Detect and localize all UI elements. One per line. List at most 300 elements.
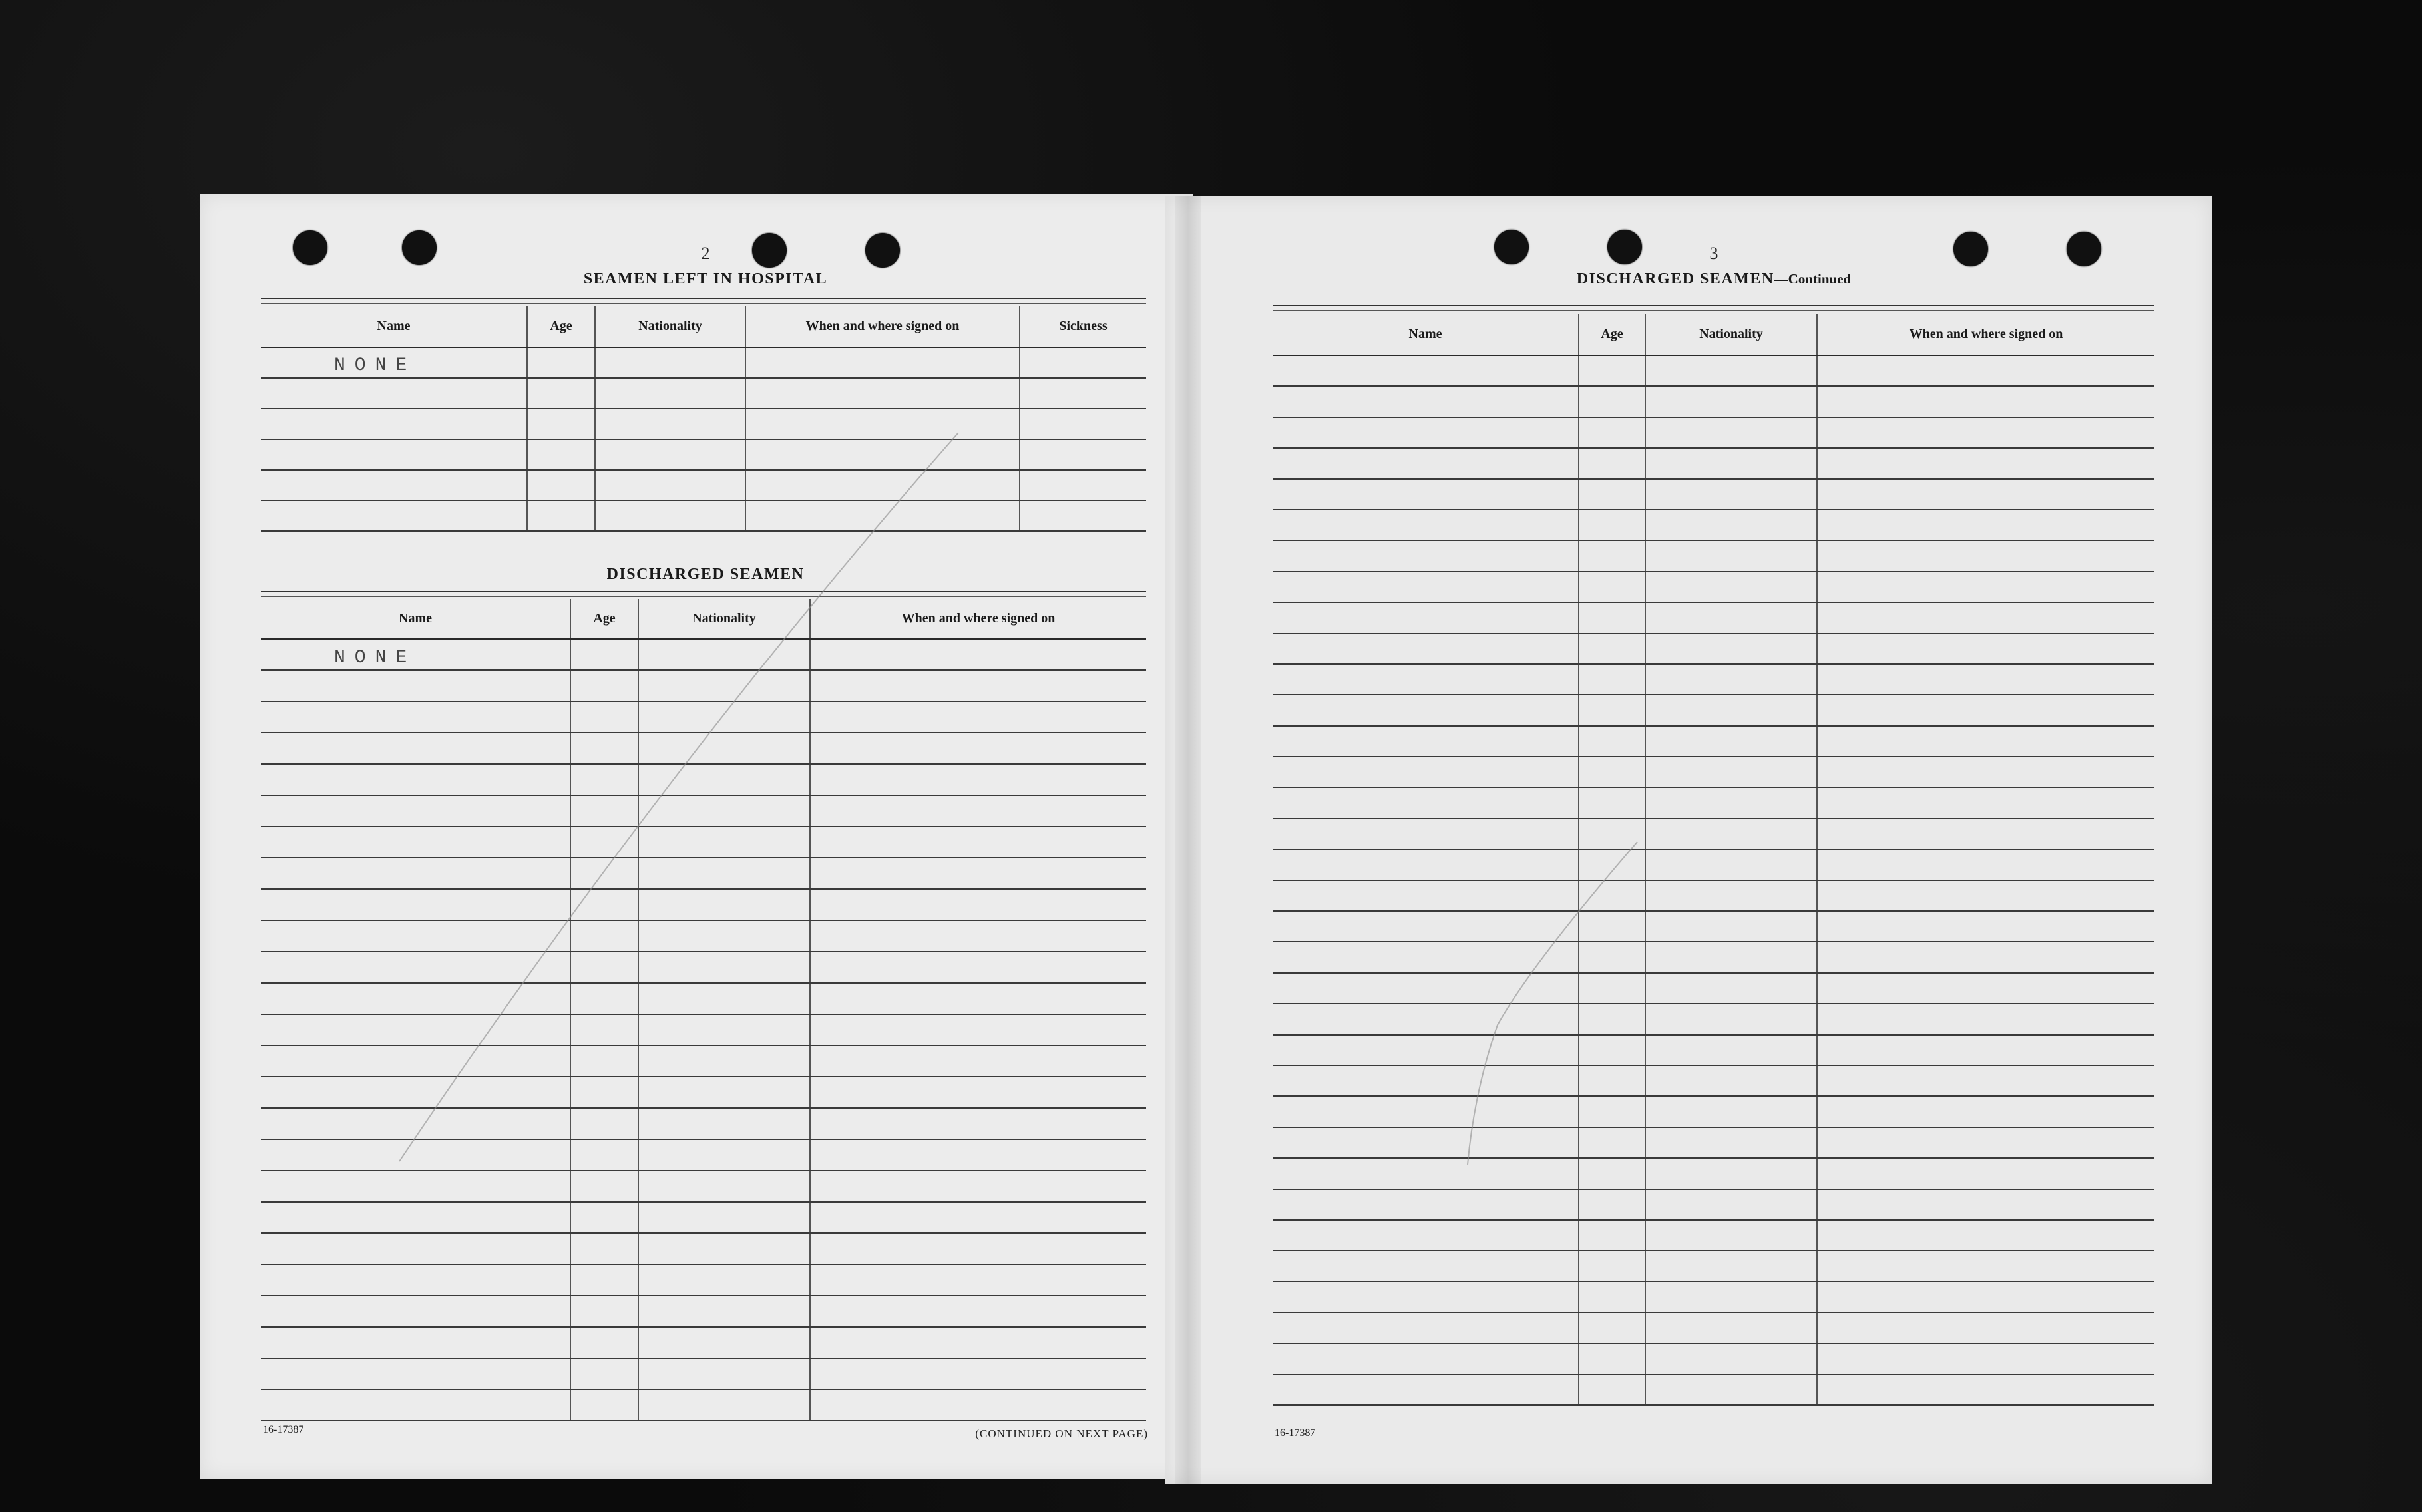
table-cell xyxy=(1645,386,1817,417)
table-cell xyxy=(1273,540,1579,571)
table-cell xyxy=(638,1077,810,1108)
punch-hole-icon xyxy=(1953,232,1988,266)
table-row xyxy=(261,889,1146,920)
table-cell xyxy=(810,733,1146,764)
title-main: DISCHARGED SEAMEN xyxy=(1576,270,1774,287)
table-cell xyxy=(1817,911,2154,942)
table-cell xyxy=(1817,1127,2154,1158)
table-cell xyxy=(1817,726,2154,757)
table-cell xyxy=(638,733,810,764)
table-cell xyxy=(638,858,810,889)
table-cell xyxy=(1817,1282,2154,1312)
table-row xyxy=(1273,880,2154,911)
table-cell xyxy=(638,701,810,733)
table-cell xyxy=(638,639,810,670)
table-cell xyxy=(1817,1344,2154,1374)
table-cell xyxy=(570,1327,638,1358)
table-cell xyxy=(745,470,1020,500)
table-cell xyxy=(1579,1096,1645,1127)
table-cell xyxy=(261,795,570,827)
table-cell xyxy=(1645,1312,1817,1343)
table-cell xyxy=(1273,1035,1579,1065)
table-cell xyxy=(1645,787,1817,818)
table-cell xyxy=(1273,695,1579,725)
table-cell xyxy=(261,1139,570,1171)
table-cell xyxy=(1645,1096,1817,1127)
table-cell xyxy=(595,439,745,470)
table-cell xyxy=(570,1390,638,1421)
table-cell xyxy=(261,1108,570,1139)
table-row xyxy=(1273,1220,2154,1250)
table-cell xyxy=(261,639,570,670)
table-cell xyxy=(1273,479,1579,510)
table-cell xyxy=(810,827,1146,858)
table-cell xyxy=(1020,378,1146,409)
table-cell xyxy=(261,1327,570,1358)
punch-hole-icon xyxy=(293,230,327,265)
table-cell xyxy=(1273,602,1579,633)
table-row xyxy=(261,1077,1146,1108)
table-cell xyxy=(570,764,638,795)
table-cell xyxy=(570,1233,638,1264)
table-cell xyxy=(1817,602,2154,633)
table-row xyxy=(1273,1189,2154,1220)
table-cell xyxy=(1579,1312,1645,1343)
table-cell xyxy=(1817,1096,2154,1127)
table-cell xyxy=(527,378,595,409)
table-cell xyxy=(261,1202,570,1233)
table-cell xyxy=(1645,1220,1817,1250)
table-row xyxy=(1273,757,2154,787)
punch-hole-icon xyxy=(402,230,437,265)
table-cell xyxy=(1645,1127,1817,1158)
punch-hole-icon xyxy=(1494,230,1529,264)
table-cell xyxy=(570,639,638,670)
footer-note: (CONTINUED ON NEXT PAGE) xyxy=(975,1427,1148,1440)
table-cell xyxy=(638,827,810,858)
table-cell xyxy=(261,1014,570,1045)
table-row xyxy=(1273,726,2154,757)
table-cell xyxy=(810,1045,1146,1077)
table-cell xyxy=(638,1327,810,1358)
title-rule xyxy=(1273,310,2154,311)
table-cell xyxy=(1645,1035,1817,1065)
table-cell xyxy=(745,347,1020,378)
column-header-nationality: Nationality xyxy=(595,306,745,347)
table-cell xyxy=(1645,602,1817,633)
table-cell xyxy=(1817,540,2154,571)
table-cell xyxy=(1579,787,1645,818)
table-cell xyxy=(261,1264,570,1296)
column-header-sickness: Sickness xyxy=(1020,306,1146,347)
table-row xyxy=(261,795,1146,827)
table-cell xyxy=(1645,479,1817,510)
table-cell xyxy=(261,1045,570,1077)
table-row xyxy=(261,1233,1146,1264)
table-cell xyxy=(638,1264,810,1296)
table-cell xyxy=(1645,757,1817,787)
table-cell xyxy=(1817,757,2154,787)
table-cell xyxy=(570,1296,638,1327)
table-cell xyxy=(1273,1250,1579,1281)
table-row xyxy=(1273,417,2154,448)
table-cell xyxy=(1817,664,2154,695)
table-cell xyxy=(1273,1189,1579,1220)
table-cell xyxy=(1579,1004,1645,1034)
table-row xyxy=(261,1390,1146,1421)
table-row xyxy=(1273,1282,2154,1312)
table-row xyxy=(261,1202,1146,1233)
table-cell xyxy=(638,1233,810,1264)
table-cell xyxy=(527,409,595,439)
table-cell xyxy=(1579,819,1645,849)
table-row xyxy=(261,1045,1146,1077)
punch-hole-icon xyxy=(1607,230,1642,264)
table-cell xyxy=(1645,417,1817,448)
table-cell xyxy=(1645,510,1817,540)
table-cell xyxy=(810,1077,1146,1108)
table-cell xyxy=(261,1233,570,1264)
table-cell xyxy=(1645,1065,1817,1096)
table-cell xyxy=(638,1045,810,1077)
table-cell xyxy=(570,858,638,889)
table-cell xyxy=(1645,880,1817,911)
table-cell xyxy=(1273,942,1579,972)
table-cell xyxy=(810,858,1146,889)
table-row xyxy=(261,639,1146,670)
table-cell xyxy=(570,1264,638,1296)
table-cell xyxy=(527,470,595,500)
table-cell xyxy=(1817,880,2154,911)
table-cell xyxy=(638,1108,810,1139)
title-rule xyxy=(261,591,1146,592)
punch-hole-icon xyxy=(865,233,900,268)
table-cell xyxy=(1579,942,1645,972)
table-cell xyxy=(595,500,745,531)
table-cell xyxy=(1645,1189,1817,1220)
table-cell xyxy=(1817,1189,2154,1220)
table-cell xyxy=(1645,355,1817,386)
table-row xyxy=(261,1171,1146,1202)
table-cell xyxy=(638,889,810,920)
table-cell xyxy=(1645,1250,1817,1281)
table-cell xyxy=(570,889,638,920)
table-cell xyxy=(1579,726,1645,757)
table-cell xyxy=(1645,1004,1817,1034)
table-cell xyxy=(1817,448,2154,478)
continued-table xyxy=(1273,314,2154,1406)
table-cell xyxy=(570,1202,638,1233)
table-cell xyxy=(810,1358,1146,1390)
table-cell xyxy=(1273,1220,1579,1250)
table-cell xyxy=(1579,849,1645,880)
table-cell xyxy=(638,670,810,701)
table-cell xyxy=(570,670,638,701)
punch-hole-icon xyxy=(2067,232,2101,266)
table-row xyxy=(1273,479,2154,510)
column-header-nationality: Nationality xyxy=(638,599,810,639)
table-cell xyxy=(1817,417,2154,448)
table-cell xyxy=(1817,1374,2154,1405)
table-cell xyxy=(1579,1065,1645,1096)
table-cell xyxy=(1273,973,1579,1004)
table-cell xyxy=(745,378,1020,409)
table-cell xyxy=(1020,347,1146,378)
table-row xyxy=(1273,664,2154,695)
table-row xyxy=(1273,602,2154,633)
table-cell xyxy=(1579,1282,1645,1312)
table-cell xyxy=(1273,386,1579,417)
table-cell xyxy=(595,378,745,409)
table-cell xyxy=(638,1390,810,1421)
table-cell xyxy=(527,439,595,470)
typed-entry: NONE xyxy=(334,648,417,668)
column-header-name: Name xyxy=(1273,314,1579,355)
table-cell xyxy=(638,1171,810,1202)
table-cell xyxy=(261,733,570,764)
column-header-name: Name xyxy=(261,306,527,347)
table-cell xyxy=(595,347,745,378)
table-row xyxy=(261,1014,1146,1045)
table-cell xyxy=(1645,911,1817,942)
table-cell xyxy=(1273,572,1579,602)
table-cell xyxy=(1817,1035,2154,1065)
table-cell xyxy=(638,764,810,795)
table-row xyxy=(1273,1096,2154,1127)
table-row xyxy=(1273,942,2154,972)
column-header-signed-on: When and where signed on xyxy=(1817,314,2154,355)
table-row xyxy=(261,409,1146,439)
table-cell xyxy=(810,1233,1146,1264)
typed-entry: NONE xyxy=(334,355,417,376)
table-row xyxy=(261,1108,1146,1139)
table-cell xyxy=(261,952,570,983)
table-cell xyxy=(1645,726,1817,757)
table-row xyxy=(261,470,1146,500)
table-cell xyxy=(1817,942,2154,972)
table-cell xyxy=(1645,942,1817,972)
table-row xyxy=(1273,1127,2154,1158)
table-cell xyxy=(1273,355,1579,386)
table-cell xyxy=(1579,1127,1645,1158)
table-row xyxy=(1273,448,2154,478)
table-cell xyxy=(1579,572,1645,602)
table-cell xyxy=(570,1358,638,1390)
table-cell xyxy=(1579,1250,1645,1281)
table-cell xyxy=(745,500,1020,531)
table-row xyxy=(1273,634,2154,664)
table-cell xyxy=(1645,634,1817,664)
table-cell xyxy=(527,500,595,531)
table-cell xyxy=(1273,757,1579,787)
table-cell xyxy=(1579,695,1645,725)
title-rule xyxy=(261,303,1146,304)
table-cell xyxy=(261,1077,570,1108)
table-cell xyxy=(1817,973,2154,1004)
table-cell xyxy=(1273,911,1579,942)
table-cell xyxy=(1579,1374,1645,1405)
table-row xyxy=(1273,1250,2154,1281)
table-row xyxy=(261,733,1146,764)
table-cell xyxy=(810,1108,1146,1139)
column-header-age: Age xyxy=(1579,314,1645,355)
table-cell xyxy=(1645,1282,1817,1312)
table-cell xyxy=(1273,849,1579,880)
table-cell xyxy=(570,1139,638,1171)
table-row xyxy=(261,439,1146,470)
column-header-nationality: Nationality xyxy=(1645,314,1817,355)
column-header-signed-on: When and where signed on xyxy=(745,306,1020,347)
table-cell xyxy=(1273,417,1579,448)
table-cell xyxy=(570,827,638,858)
table-cell xyxy=(810,1327,1146,1358)
table-cell xyxy=(570,1077,638,1108)
table-cell xyxy=(810,1171,1146,1202)
table-row xyxy=(261,858,1146,889)
table-cell xyxy=(1273,1312,1579,1343)
table-row xyxy=(261,764,1146,795)
page-number: 3 xyxy=(1709,244,1718,263)
table-cell xyxy=(261,378,527,409)
table-cell xyxy=(810,1296,1146,1327)
table-cell xyxy=(638,1014,810,1045)
table-row xyxy=(261,827,1146,858)
table-row xyxy=(261,952,1146,983)
form-number: 16-17387 xyxy=(1275,1427,1316,1439)
table-cell xyxy=(1273,1344,1579,1374)
table-row xyxy=(1273,1004,2154,1034)
table-cell xyxy=(1273,664,1579,695)
table-cell xyxy=(1579,911,1645,942)
table-row xyxy=(261,1327,1146,1358)
table-row xyxy=(1273,911,2154,942)
column-header-signed-on: When and where signed on xyxy=(810,599,1146,639)
table-row xyxy=(261,347,1146,378)
table-cell xyxy=(261,701,570,733)
table-cell xyxy=(1020,409,1146,439)
table-cell xyxy=(1645,695,1817,725)
table-cell xyxy=(1020,439,1146,470)
table-cell xyxy=(595,470,745,500)
table-cell xyxy=(1273,448,1579,478)
table-cell xyxy=(1579,1344,1645,1374)
table-cell xyxy=(1579,1035,1645,1065)
title-rule xyxy=(261,596,1146,597)
table-row xyxy=(1273,849,2154,880)
table-cell xyxy=(1579,973,1645,1004)
table-cell xyxy=(1579,664,1645,695)
table-row xyxy=(1273,1312,2154,1343)
table-cell xyxy=(570,983,638,1014)
table-row xyxy=(261,670,1146,701)
table-cell xyxy=(638,1139,810,1171)
table-row xyxy=(1273,973,2154,1004)
table-cell xyxy=(261,439,527,470)
table-cell xyxy=(261,858,570,889)
column-header-age: Age xyxy=(527,306,595,347)
table-cell xyxy=(1579,880,1645,911)
table-cell xyxy=(1817,355,2154,386)
table-cell xyxy=(1645,540,1817,571)
table-cell xyxy=(1817,1220,2154,1250)
table-cell xyxy=(1817,510,2154,540)
table-row xyxy=(1273,1374,2154,1405)
table-cell xyxy=(1273,1374,1579,1405)
continued-section-title xyxy=(1514,270,1914,288)
table-cell xyxy=(1579,355,1645,386)
table-cell xyxy=(1579,1189,1645,1220)
table-cell xyxy=(261,764,570,795)
table-cell xyxy=(1273,634,1579,664)
table-cell xyxy=(1579,1158,1645,1189)
table-row xyxy=(1273,1035,2154,1065)
table-cell xyxy=(1817,386,2154,417)
table-cell xyxy=(1817,849,2154,880)
table-cell xyxy=(1817,479,2154,510)
table-cell xyxy=(1817,634,2154,664)
table-cell xyxy=(1645,448,1817,478)
table-row xyxy=(261,1296,1146,1327)
form-number: 16-17387 xyxy=(263,1424,304,1435)
table-row xyxy=(1273,386,2154,417)
table-row xyxy=(261,701,1146,733)
table-cell xyxy=(1645,819,1817,849)
table-cell xyxy=(1273,819,1579,849)
table-cell xyxy=(810,1014,1146,1045)
table-cell xyxy=(1817,1312,2154,1343)
title-suffix: —Continued xyxy=(1774,271,1852,287)
table-row xyxy=(261,1264,1146,1296)
table-cell xyxy=(261,347,527,378)
table-cell xyxy=(1645,572,1817,602)
table-cell xyxy=(810,889,1146,920)
table-cell xyxy=(1273,1127,1579,1158)
table-cell xyxy=(1817,1250,2154,1281)
table-row xyxy=(1273,510,2154,540)
table-cell xyxy=(810,795,1146,827)
table-cell xyxy=(261,500,527,531)
table-cell xyxy=(1273,510,1579,540)
table-cell xyxy=(810,701,1146,733)
table-row xyxy=(1273,1344,2154,1374)
table-cell xyxy=(1817,1065,2154,1096)
table-cell xyxy=(1579,602,1645,633)
column-header-age: Age xyxy=(570,599,638,639)
table-cell xyxy=(261,1296,570,1327)
table-row xyxy=(1273,1065,2154,1096)
table-cell xyxy=(261,1358,570,1390)
table-row xyxy=(261,1139,1146,1171)
table-cell xyxy=(570,1045,638,1077)
table-cell xyxy=(261,670,570,701)
table-row xyxy=(261,983,1146,1014)
table-cell xyxy=(1645,973,1817,1004)
table-cell xyxy=(1579,634,1645,664)
table-cell xyxy=(570,733,638,764)
table-cell xyxy=(1817,1004,2154,1034)
column-header-name: Name xyxy=(261,599,570,639)
table-cell xyxy=(1645,1158,1817,1189)
table-cell xyxy=(1579,1220,1645,1250)
table-row xyxy=(1273,355,2154,386)
table-cell xyxy=(1020,500,1146,531)
table-cell xyxy=(1273,1282,1579,1312)
table-cell xyxy=(1645,1344,1817,1374)
table-cell xyxy=(1817,819,2154,849)
page-number: 2 xyxy=(701,244,710,263)
table-cell xyxy=(570,795,638,827)
table-cell xyxy=(1817,572,2154,602)
